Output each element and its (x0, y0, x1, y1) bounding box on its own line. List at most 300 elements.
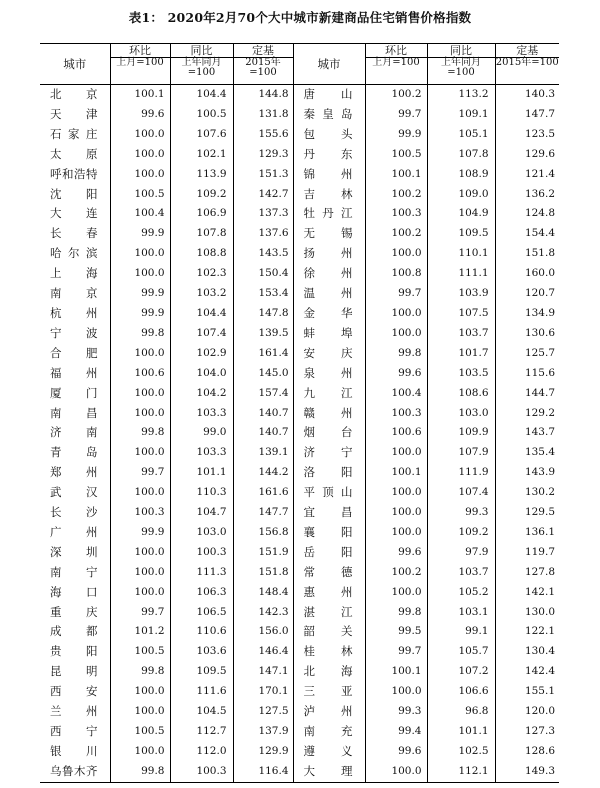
mom-value: 100.4 (110, 204, 170, 224)
base-value: 140.7 (233, 423, 293, 443)
yoy-value: 106.5 (170, 603, 233, 623)
city-name: 西宁 (50, 724, 98, 738)
yoy-value: 108.8 (170, 244, 233, 264)
yoy-value: 104.4 (170, 304, 233, 324)
city-name: 乌鲁木齐 (40, 762, 110, 782)
city-name: 赣州 (293, 404, 365, 424)
table-row (40, 204, 559, 224)
base-value: 151.8 (495, 244, 559, 264)
yoy-value: 105.1 (427, 125, 495, 145)
mom-value: 100.0 (365, 503, 427, 523)
base-value: 131.8 (233, 105, 293, 125)
mom-value: 100.2 (365, 224, 427, 244)
city-name: 秦皇岛 (293, 105, 365, 125)
yoy-value: 103.9 (427, 284, 495, 304)
mom-value: 99.8 (110, 662, 170, 682)
city-name: 安庆 (293, 344, 365, 364)
table-row (40, 364, 559, 384)
city-name: 南充 (293, 722, 365, 742)
city-name: 湛江 (293, 603, 365, 623)
city-name: 济宁 (293, 443, 365, 463)
yoy-value: 110.1 (427, 244, 495, 264)
yoy-value: 112.7 (170, 722, 233, 742)
base-value: 129.3 (233, 145, 293, 165)
table-row (40, 543, 559, 563)
city-name: 郑州 (50, 465, 98, 480)
base-value: 120.7 (495, 284, 559, 304)
yoy-value: 107.6 (170, 125, 233, 145)
table-row (40, 603, 559, 623)
city-name: 广州 (50, 524, 98, 539)
table-row (40, 384, 559, 404)
city-name: 烟台 (293, 423, 365, 443)
base-value: 130.6 (495, 324, 559, 344)
yoy-value: 109.5 (427, 224, 495, 244)
yoy-value: 103.7 (427, 563, 495, 583)
yoy-value: 109.1 (427, 105, 495, 125)
yoy-value: 103.1 (427, 603, 495, 623)
city-name: 厦门 (50, 385, 98, 400)
yoy-value: 97.9 (427, 543, 495, 563)
table-row (40, 125, 559, 145)
mom-value: 100.2 (365, 85, 427, 105)
table-row (40, 742, 559, 762)
base-value: 147.7 (495, 105, 559, 125)
city-name: 金华 (293, 304, 365, 324)
yoy-value: 101.7 (427, 344, 495, 364)
yoy-value: 109.0 (427, 185, 495, 205)
base-value: 161.4 (233, 344, 293, 364)
table-row (40, 224, 559, 244)
base-value: 129.2 (495, 404, 559, 424)
yoy-value: 103.5 (427, 364, 495, 384)
base-value: 120.0 (495, 702, 559, 722)
city-name: 洛阳 (293, 463, 365, 483)
mom-value: 99.7 (365, 284, 427, 304)
yoy-value: 103.7 (427, 324, 495, 344)
table-row (40, 722, 559, 742)
mom-value: 100.0 (110, 344, 170, 364)
yoy-value: 96.8 (427, 702, 495, 722)
city-name: 泸州 (293, 702, 365, 722)
base-value: 119.7 (495, 543, 559, 563)
yoy-value: 106.6 (427, 682, 495, 702)
city-name: 遵义 (293, 742, 365, 762)
mom-value: 99.9 (110, 224, 170, 244)
base-value: 128.6 (495, 742, 559, 762)
table-row (40, 523, 559, 543)
mom-header-right: 环比 (365, 44, 427, 58)
city-name: 徐州 (293, 264, 365, 284)
mom-value: 100.1 (110, 85, 170, 105)
city-name: 九江 (293, 384, 365, 404)
base-value: 137.9 (233, 722, 293, 742)
city-name: 宁波 (50, 325, 98, 340)
table-row (40, 423, 559, 443)
yoy-value: 105.2 (427, 583, 495, 603)
base-value: 145.0 (233, 364, 293, 384)
base-value: 135.4 (495, 443, 559, 463)
yoy-subheader-left: 上年同月=100 (170, 58, 233, 85)
yoy-value: 103.6 (170, 642, 233, 662)
city-name: 丹东 (293, 145, 365, 165)
mom-value: 100.5 (365, 145, 427, 165)
mom-value: 100.0 (365, 682, 427, 702)
mom-value: 100.0 (110, 682, 170, 702)
city-name: 温州 (293, 284, 365, 304)
base-value: 144.7 (495, 384, 559, 404)
yoy-value: 107.2 (427, 662, 495, 682)
city-name: 南昌 (50, 405, 98, 420)
yoy-value: 102.1 (170, 145, 233, 165)
city-name: 合肥 (50, 345, 98, 360)
yoy-value: 101.1 (170, 463, 233, 483)
yoy-value: 104.4 (170, 85, 233, 105)
city-name: 牡丹江 (293, 204, 365, 224)
mom-subheader-right: 上月=100 (365, 58, 427, 85)
mom-value: 100.0 (110, 443, 170, 463)
table-row (40, 463, 559, 483)
city-name: 三亚 (293, 682, 365, 702)
mom-value: 100.0 (110, 702, 170, 722)
base-value: 136.1 (495, 523, 559, 543)
table-row (40, 483, 559, 503)
base-value: 155.6 (233, 125, 293, 145)
yoy-value: 112.0 (170, 742, 233, 762)
mom-value: 100.0 (110, 583, 170, 603)
yoy-value: 99.3 (427, 503, 495, 523)
base-value: 130.0 (495, 603, 559, 623)
base-value: 139.1 (233, 443, 293, 463)
base-value: 137.3 (233, 204, 293, 224)
mom-value: 100.0 (110, 404, 170, 424)
yoy-header-right: 同比 (427, 44, 495, 58)
yoy-value: 113.9 (170, 165, 233, 185)
city-name: 上海 (50, 266, 98, 281)
table-row (40, 185, 559, 205)
city-name: 贵阳 (50, 644, 98, 659)
base-value: 127.3 (495, 722, 559, 742)
mom-value: 99.8 (365, 344, 427, 364)
city-name: 重庆 (50, 604, 98, 619)
mom-value: 99.9 (365, 125, 427, 145)
mom-value: 99.8 (365, 603, 427, 623)
base-value: 122.1 (495, 622, 559, 642)
table-row (40, 762, 559, 782)
mom-subheader-left: 上月=100 (110, 58, 170, 85)
yoy-value: 108.9 (427, 165, 495, 185)
yoy-value: 107.9 (427, 443, 495, 463)
mom-value: 99.9 (110, 523, 170, 543)
mom-value: 100.0 (365, 583, 427, 603)
mom-value: 99.7 (110, 463, 170, 483)
yoy-value: 111.9 (427, 463, 495, 483)
city-name: 深圳 (50, 544, 98, 559)
base-value: 142.3 (233, 603, 293, 623)
base-subheader-right: 2015年=100 (495, 58, 559, 85)
yoy-value: 109.9 (427, 423, 495, 443)
yoy-value: 103.3 (170, 443, 233, 463)
mom-value: 100.0 (365, 523, 427, 543)
mom-value: 99.3 (365, 702, 427, 722)
base-value: 130.2 (495, 483, 559, 503)
mom-value: 100.6 (365, 423, 427, 443)
mom-value: 100.0 (110, 563, 170, 583)
yoy-value: 104.2 (170, 384, 233, 404)
mom-value: 100.0 (110, 543, 170, 563)
city-name: 济南 (50, 425, 98, 440)
base-value: 127.5 (233, 702, 293, 722)
base-value: 137.6 (233, 224, 293, 244)
base-value: 156.0 (233, 622, 293, 642)
mom-value: 99.7 (365, 105, 427, 125)
city-name: 唐山 (293, 85, 365, 105)
base-subheader-left: 2015年=100 (233, 58, 293, 85)
yoy-value: 100.5 (170, 105, 233, 125)
base-value: 146.4 (233, 642, 293, 662)
yoy-value: 106.9 (170, 204, 233, 224)
mom-value: 100.2 (365, 185, 427, 205)
base-value: 130.4 (495, 642, 559, 662)
base-value: 147.7 (233, 503, 293, 523)
base-value: 143.5 (233, 244, 293, 264)
base-value: 147.8 (233, 304, 293, 324)
mom-value: 100.0 (365, 244, 427, 264)
table-row (40, 324, 559, 344)
city-name: 沈阳 (50, 186, 98, 201)
city-name: 蚌埠 (293, 324, 365, 344)
city-name: 长春 (50, 226, 98, 241)
yoy-value: 100.3 (170, 762, 233, 782)
city-name: 大理 (293, 762, 365, 782)
base-value: 142.7 (233, 185, 293, 205)
yoy-value: 104.0 (170, 364, 233, 384)
mom-value: 100.0 (110, 384, 170, 404)
city-header-left: 城市 (40, 44, 110, 85)
city-name: 桂林 (293, 642, 365, 662)
base-value: 151.9 (233, 543, 293, 563)
mom-value: 100.1 (365, 165, 427, 185)
city-name: 福州 (50, 365, 98, 380)
yoy-value: 105.7 (427, 642, 495, 662)
yoy-value: 104.7 (170, 503, 233, 523)
table-row (40, 563, 559, 583)
mom-value: 99.8 (110, 762, 170, 782)
mom-value: 100.0 (110, 244, 170, 264)
city-name: 成都 (50, 624, 98, 639)
mom-value: 99.8 (110, 423, 170, 443)
city-name: 武汉 (50, 485, 98, 500)
mom-value: 100.5 (110, 185, 170, 205)
city-name: 包头 (293, 125, 365, 145)
city-name: 襄阳 (293, 523, 365, 543)
base-value: 142.4 (495, 662, 559, 682)
city-name: 泉州 (293, 364, 365, 384)
yoy-value: 107.8 (170, 224, 233, 244)
base-value: 140.7 (233, 404, 293, 424)
yoy-value: 103.0 (170, 523, 233, 543)
table-row (40, 105, 559, 125)
yoy-value: 110.3 (170, 483, 233, 503)
table-body (40, 85, 559, 783)
mom-value: 100.6 (110, 364, 170, 384)
base-value: 144.8 (233, 85, 293, 105)
base-value: 148.4 (233, 583, 293, 603)
base-value: 134.9 (495, 304, 559, 324)
base-value: 121.4 (495, 165, 559, 185)
city-name: 无锡 (293, 224, 365, 244)
mom-value: 99.9 (110, 284, 170, 304)
mom-value: 100.3 (110, 503, 170, 523)
table-row (40, 304, 559, 324)
city-name: 青岛 (50, 445, 98, 460)
yoy-value: 109.2 (427, 523, 495, 543)
yoy-value: 113.2 (427, 85, 495, 105)
base-value: 150.4 (233, 264, 293, 284)
yoy-subheader-right: 上年同月=100 (427, 58, 495, 85)
mom-value: 99.4 (365, 722, 427, 742)
base-value: 144.2 (233, 463, 293, 483)
city-name: 北京 (50, 87, 98, 101)
mom-value: 100.0 (365, 483, 427, 503)
mom-value: 100.4 (365, 384, 427, 404)
city-name: 南宁 (50, 564, 98, 579)
table-row (40, 404, 559, 424)
city-name: 银川 (50, 743, 98, 758)
mom-value: 100.3 (365, 404, 427, 424)
city-name: 韶关 (293, 622, 365, 642)
yoy-value: 101.1 (427, 722, 495, 742)
mom-value: 99.6 (365, 543, 427, 563)
mom-value: 99.6 (110, 105, 170, 125)
table-row (40, 503, 559, 523)
table-row (40, 85, 559, 105)
table-row (40, 642, 559, 662)
base-value: 139.5 (233, 324, 293, 344)
yoy-value: 110.6 (170, 622, 233, 642)
base-value: 127.8 (495, 563, 559, 583)
yoy-value: 112.1 (427, 762, 495, 782)
mom-value: 100.0 (365, 324, 427, 344)
yoy-value: 104.9 (427, 204, 495, 224)
table-row (40, 165, 559, 185)
mom-value: 99.7 (110, 603, 170, 623)
mom-value: 100.0 (110, 145, 170, 165)
mom-value: 101.2 (110, 622, 170, 642)
base-value: 129.6 (495, 145, 559, 165)
yoy-value: 111.6 (170, 682, 233, 702)
base-value: 143.9 (495, 463, 559, 483)
city-name: 长沙 (50, 505, 98, 520)
base-value: 153.4 (233, 284, 293, 304)
mom-value: 100.1 (365, 463, 427, 483)
table-row (40, 682, 559, 702)
yoy-value: 99.0 (170, 423, 233, 443)
yoy-value: 106.3 (170, 583, 233, 603)
city-header-right: 城市 (293, 44, 365, 85)
yoy-value: 107.4 (170, 324, 233, 344)
base-value: 151.3 (233, 165, 293, 185)
city-name: 海口 (50, 584, 98, 599)
mom-value: 99.9 (110, 304, 170, 324)
base-value: 140.3 (495, 85, 559, 105)
city-name: 大连 (50, 206, 98, 221)
mom-value: 99.6 (365, 364, 427, 384)
yoy-value: 109.2 (170, 185, 233, 205)
table-title: 表1： 2020年2月70个大中城市新建商品住宅销售价格指数 (128, 10, 472, 25)
mom-value: 100.5 (110, 722, 170, 742)
yoy-value: 104.5 (170, 702, 233, 722)
mom-header-left: 环比 (110, 44, 170, 58)
mom-value: 100.0 (110, 483, 170, 503)
yoy-value: 109.5 (170, 662, 233, 682)
mom-value: 99.5 (365, 622, 427, 642)
mom-value: 100.0 (365, 762, 427, 782)
city-name: 昆明 (50, 664, 98, 679)
city-name: 太原 (50, 146, 98, 161)
table-row (40, 702, 559, 722)
table-row (40, 284, 559, 304)
yoy-value: 102.5 (427, 742, 495, 762)
city-name: 惠州 (293, 583, 365, 603)
base-value: 125.7 (495, 344, 559, 364)
city-name: 扬州 (293, 244, 365, 264)
city-name: 西安 (50, 684, 98, 699)
city-name: 锦州 (293, 165, 365, 185)
base-value: 142.1 (495, 583, 559, 603)
yoy-value: 100.3 (170, 543, 233, 563)
base-value: 129.9 (233, 742, 293, 762)
city-name: 常德 (293, 563, 365, 583)
table-row (40, 662, 559, 682)
base-value: 129.5 (495, 503, 559, 523)
base-header-right: 定基 (495, 44, 559, 58)
city-name: 呼和浩特 (50, 166, 98, 181)
base-value: 115.6 (495, 364, 559, 384)
base-value: 160.0 (495, 264, 559, 284)
base-value: 170.1 (233, 682, 293, 702)
yoy-value: 99.1 (427, 622, 495, 642)
city-name: 天津 (50, 106, 98, 121)
price-index-table (40, 43, 559, 783)
table-row (40, 583, 559, 603)
city-name: 杭州 (50, 305, 98, 320)
yoy-value: 103.2 (170, 284, 233, 304)
mom-value: 99.7 (365, 642, 427, 662)
base-value: 147.1 (233, 662, 293, 682)
base-value: 149.3 (495, 762, 559, 782)
table-row (40, 145, 559, 165)
base-value: 143.7 (495, 423, 559, 443)
yoy-header-left: 同比 (170, 44, 233, 58)
base-value: 157.4 (233, 384, 293, 404)
city-name: 北海 (293, 662, 365, 682)
base-value: 161.6 (233, 483, 293, 503)
yoy-value: 107.4 (427, 483, 495, 503)
table-row (40, 344, 559, 364)
city-name: 吉林 (293, 185, 365, 205)
mom-value: 100.0 (110, 125, 170, 145)
city-name: 哈尔滨 (50, 246, 98, 261)
yoy-value: 103.3 (170, 404, 233, 424)
mom-value: 100.1 (365, 662, 427, 682)
yoy-value: 108.6 (427, 384, 495, 404)
city-name: 岳阳 (293, 543, 365, 563)
base-value: 156.8 (233, 523, 293, 543)
mom-value: 99.8 (110, 324, 170, 344)
city-name: 兰州 (50, 704, 98, 719)
mom-value: 100.0 (110, 165, 170, 185)
